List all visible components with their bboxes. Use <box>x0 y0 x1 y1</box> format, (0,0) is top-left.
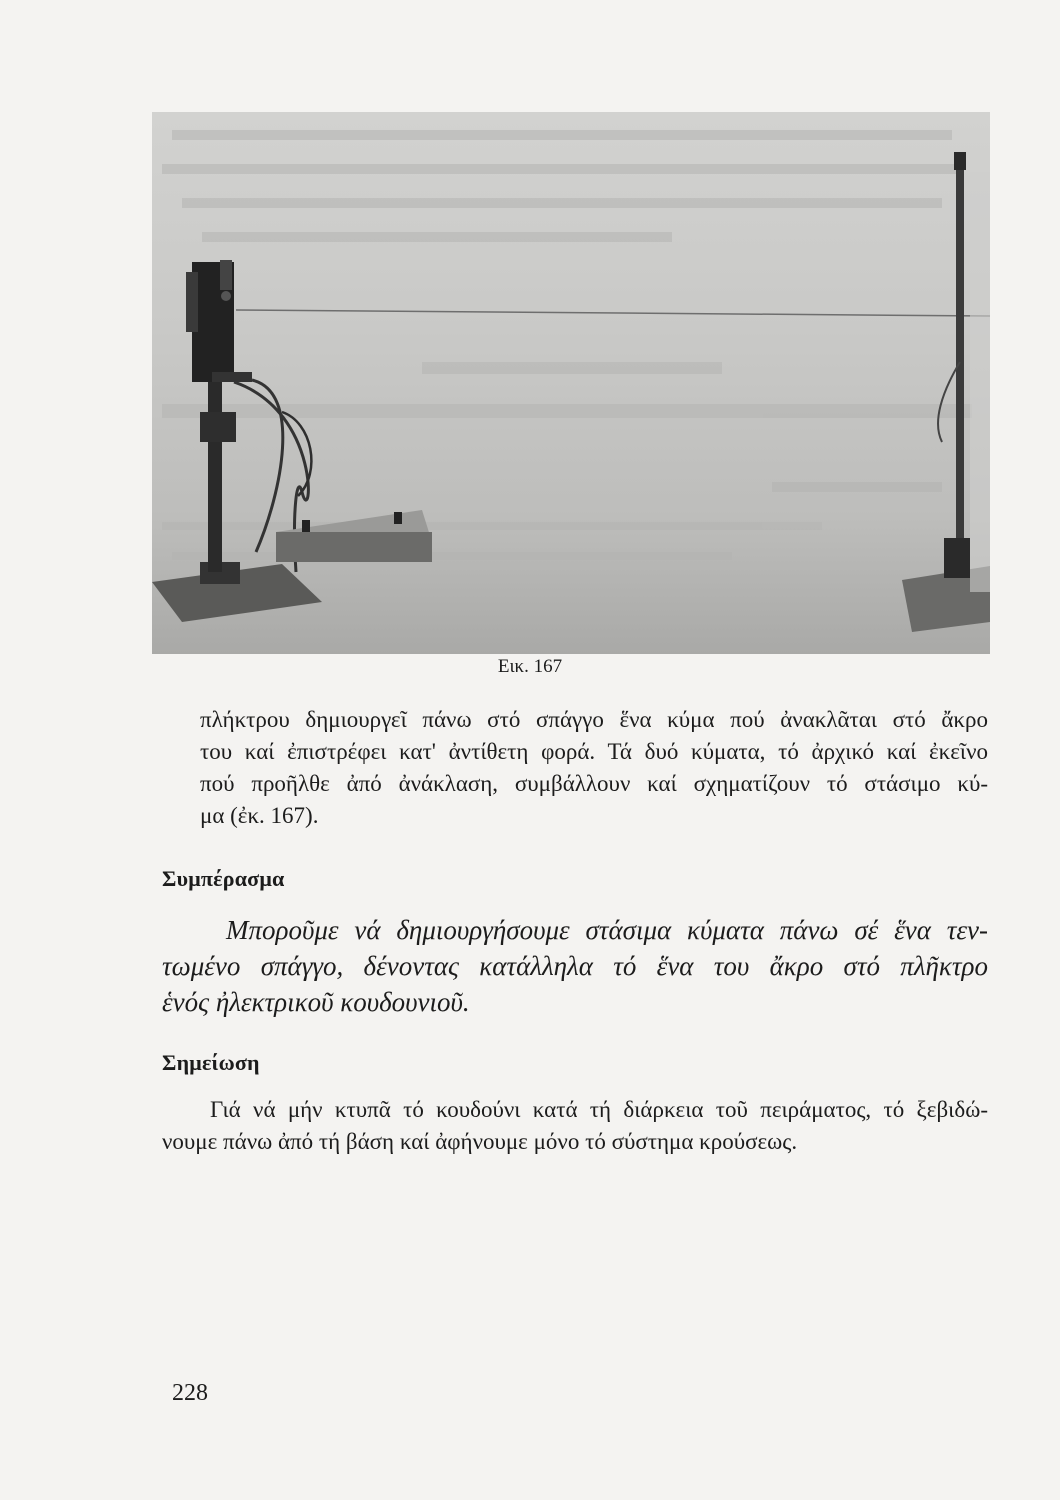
note-line: νουμε πάνω ἀπό τή βάση καί ἀφήνουμε μόνο τό σύστημα κρούσεως. <box>162 1129 798 1154</box>
paragraph-line: μα (ἐκ. 167). <box>200 803 319 828</box>
body-paragraph <box>200 704 988 832</box>
note-text <box>162 1094 988 1158</box>
conclusion-line: τωμένο σπάγγο, δένοντας κατάλληλα τό ἕνα του ἄκρο στό πλῆκτρο <box>162 951 988 981</box>
experiment-photo <box>152 112 990 654</box>
conclusion-text <box>162 912 988 1020</box>
paragraph-line: πλήκτρου δημιουργεῖ πάνω στό σπάγγο ἕνα κύμα πού ἀνακλᾶται στό ἄκρο <box>200 707 988 732</box>
paragraph-line: πού προῆλθε ἀπό ἀνάκλαση, συμβάλλουν καί σχηματίζουν τό στάσιμο κύ- <box>200 771 988 796</box>
figure-caption: Εικ. 167 <box>497 656 563 677</box>
experiment-photo-icon <box>152 112 990 654</box>
note-line: Γιά νά μήν κτυπᾶ τό κουδούνι κατά τή διάρκεια τοῦ πειράματος, τό ξεβιδώ- <box>210 1097 988 1122</box>
paragraph-line: του καί ἐπιστρέφει κατ' ἀντίθετη φορά. Τά δυό κύματα, τό ἀρχικό καί ἐκεῖνο <box>200 739 988 764</box>
note-heading: Σημείωση <box>162 1050 260 1075</box>
conclusion-line: ἑνός ἠλεκτρικοῦ κουδουνιοῦ. <box>162 987 470 1017</box>
conclusion-line: Μποροῦμε νά δημιουργήσουμε στάσιμα κύματα πάνω σέ ἕνα τεν- <box>226 915 988 945</box>
conclusion-heading: Συμπέρασμα <box>162 866 285 891</box>
page-number: 228 <box>172 1380 208 1406</box>
